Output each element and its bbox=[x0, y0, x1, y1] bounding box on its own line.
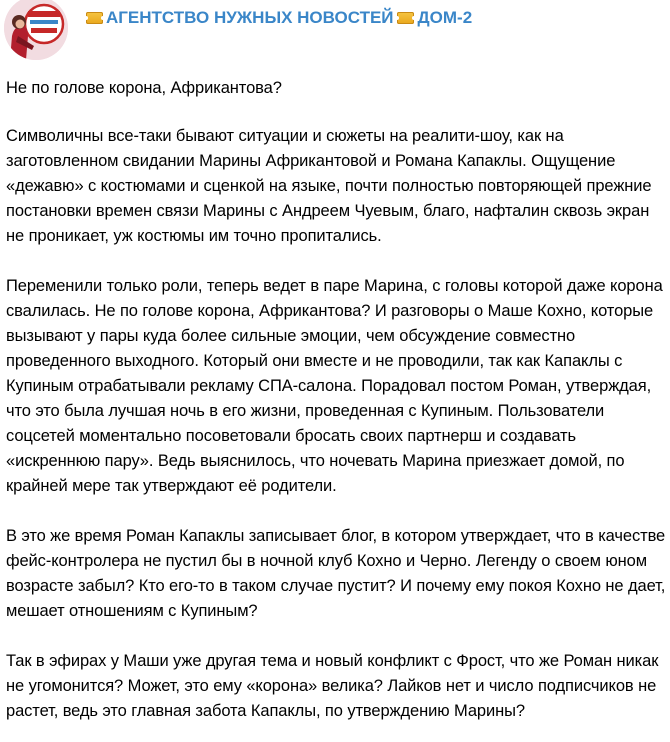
post-title: Не по голове корона, Африкантова? bbox=[6, 79, 282, 97]
post-paragraph: Так в эфирах у Маши уже другая тема и новый конфликт с Фрост, что же Роман никак не угомонится? Может, это ему «корона» велика? Лайков нет и число подписчиков не растет, ведь это главная забота Капаклы, по утверждению Марины? bbox=[6, 652, 659, 720]
channel-avatar[interactable] bbox=[4, 0, 68, 60]
post-body bbox=[6, 76, 666, 724]
channel-avatar-logo bbox=[4, 0, 68, 60]
channel-name: АГЕНТСТВО НУЖНЫХ НОВОСТЕЙ bbox=[106, 8, 394, 27]
post-paragraph: Символичны все-таки бывают ситуации и сюжеты на реалити-шоу, как на заготовленном свидании Марины Африкантовой и Романа Капаклы. Ощущение «дежавю» с костюмами и сценкой на языке, почти полностью повторяющей прежние постановки времен связи Марины с Андреем Чуевым, благо, нафталин сквозь экран не проникает, уж костюмы им точно пропитались. bbox=[6, 127, 652, 245]
post-paragraph: Переменили только роли, теперь ведет в паре Марина, с головы которой даже корона свалилась. Не по голове корона, Африкантова? И разговоры о Маше Кохно, которые вызывают у пары куда более сильные эмоции, чем обсуждение совместно проведенного выходного. Который они вместе и не проводили, так как Капаклы с Купиным отрабатывали рекламу СПА-салона. Порадовал постом Роман, утверждая, что это была лучшая ночь в его жизни, проведенная с Купиным. Пользователи соцсетей моментально посоветовали бросать своих партнерш и создавать «искреннюю пару». Ведь выяснилось, что ночевать Марина приезжает домой, по крайней мере так утверждают её родители. bbox=[6, 277, 663, 495]
post-paragraph: В это же время Роман Капаклы записывает блог, в котором утверждает, что в качестве фейс-контролера не пустил бы в ночной клуб Кохно и Черно. Легенду о своем юном возрасте забыл? Кто его-то в таком случае пустит? И почему ему покоя Кохно не дает, мешает отношениям с Купиным? bbox=[6, 527, 666, 620]
channel-title[interactable] bbox=[86, 7, 472, 29]
channel-header bbox=[0, 0, 670, 62]
ticket-icon bbox=[86, 12, 103, 24]
ticket-icon bbox=[397, 12, 414, 24]
channel-tag: ДОМ-2 bbox=[417, 8, 473, 27]
